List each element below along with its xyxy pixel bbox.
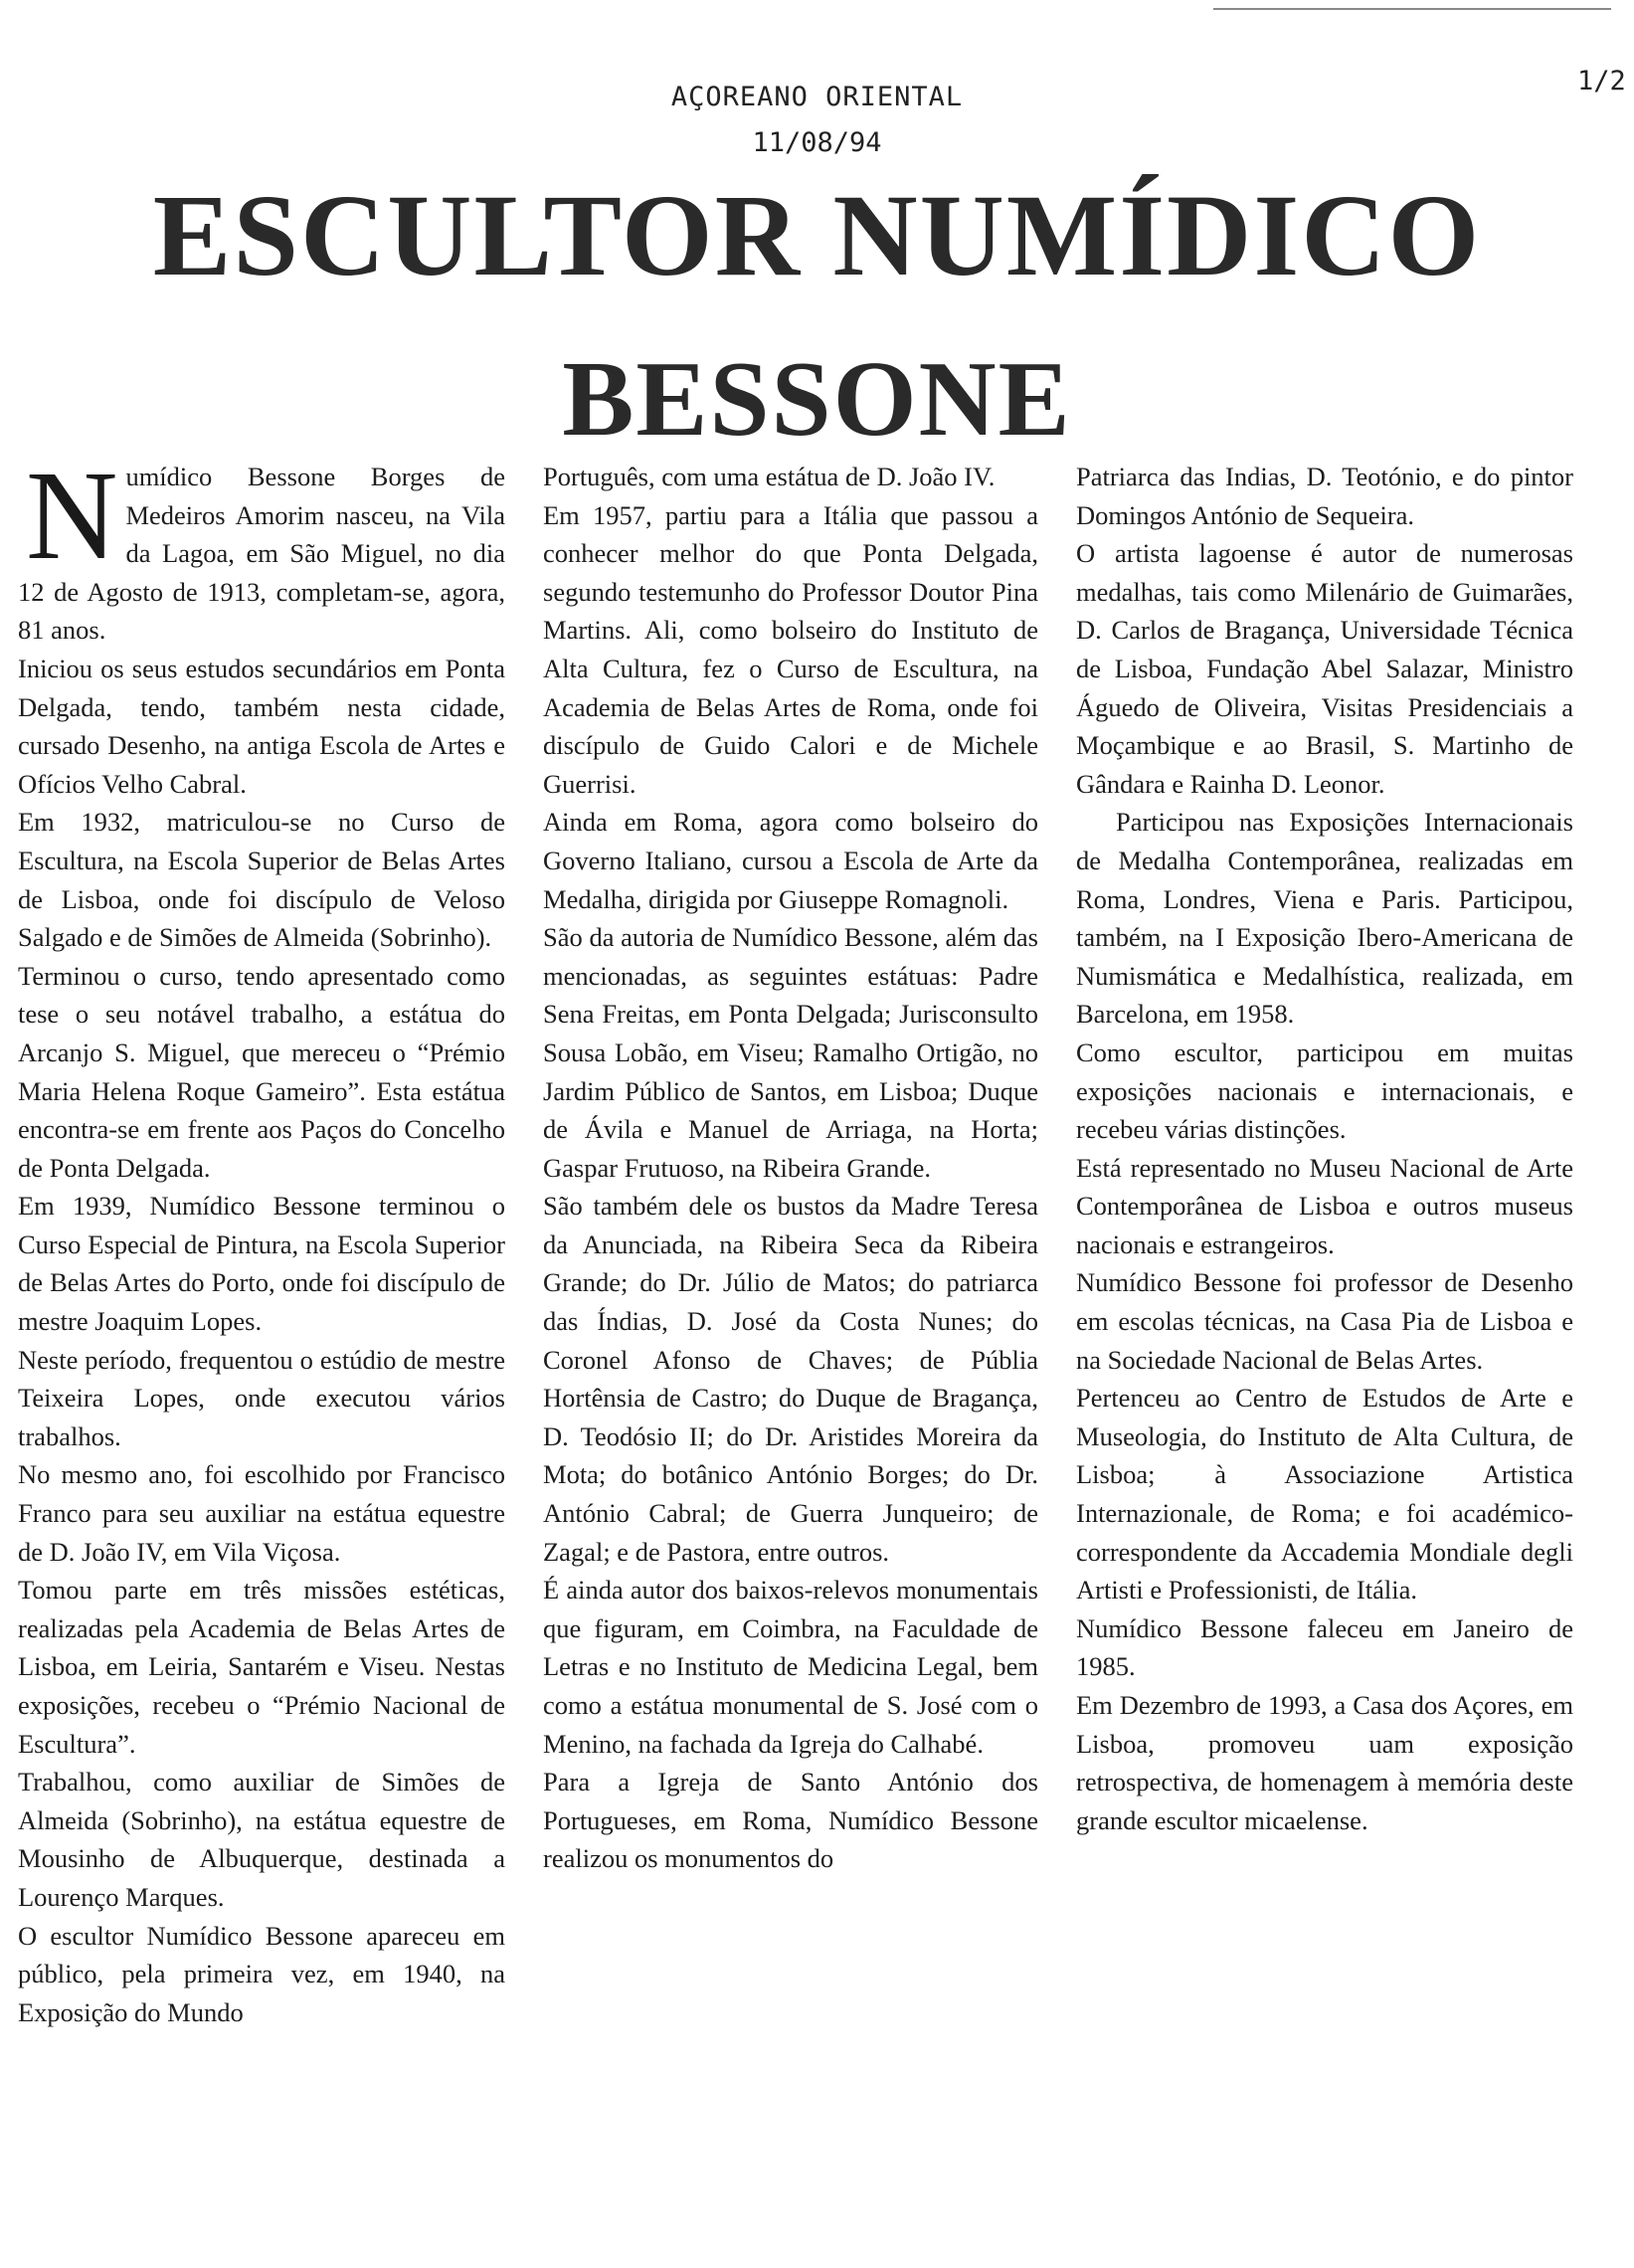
paragraph: Em 1932, matriculou-se no Curso de Escultura, na Escola Superior de Belas Artes de Lisboa, onde foi discípulo de Veloso Salgado e de Simões de Almeida (Sobrinho). — [18, 807, 505, 953]
article-column-2 — [543, 458, 1038, 2248]
paragraph: É ainda autor dos baixos-relevos monumentais que figuram, em Coimbra, na Faculdade de Letras e no Instituto de Medicina Legal, bem como a estátua monumental de S. José com o Menino, na fachada da Igreja do Calhabé. — [543, 1575, 1038, 1759]
paragraph: Em 1939, Numídico Bessone terminou o Curso Especial de Pintura, na Escola Superior de Belas Artes do Porto, onde foi discípulo de mestre Joaquim Lopes. — [18, 1191, 505, 1337]
paragraph-text: umídico Bessone Borges de Medeiros Amorim nasceu, na Vila da Lagoa, em São Miguel, no dia 12 de Agosto de 1913, completam-se, agora, 81 anos. — [18, 462, 505, 646]
paragraph: São da autoria de Numídico Bessone, além das mencionadas, as seguintes estátuas: Padre Sena Freitas, em Ponta Delgada; Jurisconsulto Sousa Lobão, em Viseu; Ramalho Ortigão, no Jardim Público de Santos, em Lisboa; Duque de Ávila e Manuel de Arriaga, na Horta; Gaspar Frutuoso, na Ribeira Grande. — [543, 922, 1038, 1183]
page-number: 1/2 — [1577, 66, 1626, 96]
paragraph: Pertenceu ao Centro de Estudos de Arte e Museologia, do Instituto de Alta Cultura, de Lisboa; à Associazione Artistica Internazionale, de Roma; e foi académico-correspondente da Accademia Mondiale degli Artisti e Professionisti, de Itália. — [1076, 1383, 1573, 1606]
paragraph: Ainda em Roma, agora como bolseiro do Governo Italiano, cursou a Escola de Arte da Medalha, dirigida por Giuseppe Romagnoli. — [543, 807, 1038, 914]
paragraph: Patriarca das Indias, D. Teotónio, e do pintor Domingos António de Sequeira. — [1076, 462, 1573, 530]
paragraph: Em Dezembro de 1993, a Casa dos Açores, em Lisboa, promoveu uam exposição retrospectiva, de homenagem à memória deste grande escultor micaelense. — [1076, 1690, 1573, 1835]
scan-edge-line — [1213, 8, 1611, 10]
article-column-1 — [18, 445, 505, 2248]
publication-name: AÇOREANO ORIENTAL — [670, 82, 964, 112]
paragraph: O escultor Numídico Bessone apareceu em público, pela primeira vez, em 1940, na Exposição do Mundo — [18, 1920, 505, 2027]
publication-date: 11/08/94 — [752, 127, 882, 158]
paragraph — [18, 445, 505, 650]
paragraph: São também dele os bustos da Madre Teresa da Anunciada, na Ribeira Seca da Ribeira Grande; do Dr. Júlio de Matos; do patriarca das Índias, D. José da Costa Nunes; do Coronel Afonso de Chaves; de Públia Hortênsia de Castro; do Duque de Bragança, D. Teodósio II; do Dr. Aristides Moreira da Mota; do botânico António Borges; do Dr. António Cabral; de Guerra Junqueiro; de Zagal; e de Pastora, entre outros. — [543, 1191, 1038, 1567]
headline-line-1: ESCULTOR NUMÍDICO — [152, 170, 1482, 300]
paragraph: No mesmo ano, foi escolhido por Francisco Franco para seu auxiliar na estátua equestre de D. João IV, em Vila Viçosa. — [18, 1459, 505, 1567]
paragraph: Participou nas Exposições Internacionais de Medalha Contemporânea, realizadas em Roma, Londres, Viena e Paris. Participou, também, na I Exposição Ibero-Americana de Numismática e Medalhística, realizada, em Barcelona, em 1958. — [1076, 807, 1573, 1030]
paragraph: Trabalhou, como auxiliar de Simões de Almeida (Sobrinho), na estátua equestre de Mousinho de Albuquerque, destinada a Lourenço Marques. — [18, 1767, 505, 1912]
headline-line-2: BESSONE — [562, 340, 1072, 459]
paragraph: Em 1957, partiu para a Itália que passou a conhecer melhor do que Ponta Delgada, segundo testemunho do Professor Doutor Pina Martins. Ali, como bolseiro do Instituto de Alta Cultura, fez o Curso de Escultura, na Academia de Belas Artes de Roma, onde foi discípulo de Guido Calori e de Michele Guerrisi. — [543, 499, 1038, 799]
paragraph: Iniciou os seus estudos secundários em Ponta Delgada, tendo, também nesta cidade, cursado Desenho, na antiga Escola de Artes e Ofícios Velho Cabral. — [18, 653, 505, 799]
paragraph: Como escultor, participou em muitas exposições nacionais e internacionais, e recebeu várias distinções. — [1076, 1037, 1573, 1145]
paragraph: Terminou o curso, tendo apresentado como tese o seu notável trabalho, a estátua do Arcanjo S. Miguel, que mereceu o “Prémio Maria Helena Roque Gameiro”. Esta estátua encontra-se em frente aos Paços do Concelho de Ponta Delgada. — [18, 960, 505, 1183]
paragraph: Para a Igreja de Santo António dos Portugueses, em Roma, Numídico Bessone realizou os monumentos do — [543, 1767, 1038, 1874]
paragraph: Neste período, frequentou o estúdio de mestre Teixeira Lopes, onde executou vários trabalhos. — [18, 1344, 505, 1451]
paragraph: Numídico Bessone faleceu em Janeiro de 1985. — [1076, 1612, 1573, 1682]
paragraph: Está representado no Museu Nacional de Arte Contemporânea de Lisboa e outros museus nacionais e estrangeiros. — [1076, 1152, 1573, 1259]
article-column-3 — [1076, 458, 1573, 2248]
paragraph: Tomou parte em três missões estéticas, realizadas pela Academia de Belas Artes de Lisboa, em Leiria, Santarém e Viseu. Nestas exposições, recebeu o “Prémio Nacional de Escultura”. — [18, 1575, 505, 1759]
paragraph: Numídico Bessone foi professor de Desenho em escolas técnicas, na Casa Pia de Lisboa e na Sociedade Nacional de Belas Artes. — [1076, 1267, 1573, 1375]
paragraph: Português, com uma estátua de D. João IV. — [543, 462, 996, 491]
drop-cap: N — [26, 445, 118, 586]
paragraph: O artista lagoense é autor de numerosas medalhas, tais como Milenário de Guimarães, D. Carlos de Bragança, Universidade Técnica de Lisboa, Fundação Abel Salazar, Ministro Águedo de Oliveira, Visitas Presidenciais a Moçambique e ao Brasil, S. Martinho de Gândara e Rainha D. Leonor. — [1076, 538, 1573, 799]
